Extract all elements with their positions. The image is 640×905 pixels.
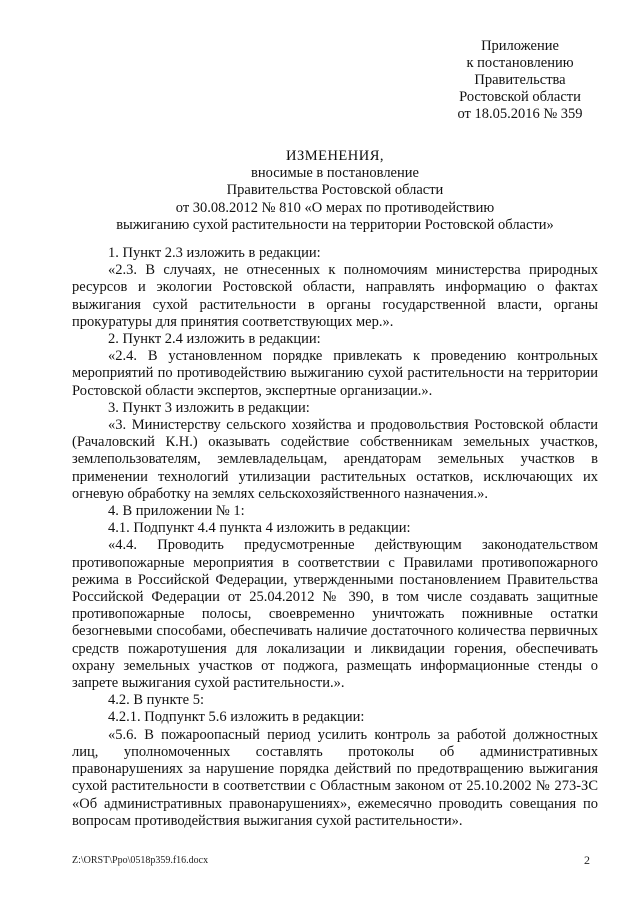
appendix-line: Приложение (481, 38, 559, 54)
appendix-line: Правительства (474, 72, 566, 88)
title-line: выжиганию сухой растительности на территории Ростовской области» (116, 216, 554, 233)
paragraph: «2.4. В установленном порядке привлекать к проведению контрольных мероприятий по противодействию выжиганию сухой растительности на территории Ростовской области экспертов, экспертные организации.». (72, 348, 598, 399)
page-number: 2 (584, 853, 590, 867)
title-line: Правительства Ростовской области (226, 182, 444, 199)
paragraph: «4.4. Проводить предусмотренные действующим законодательством противопожарные мероприятия в соответствии с Правилами противопожарного режима в Российской Федерации, утвержденными постановлением Правительства Российской Федерации от 25.04.2012 № 390, в том числе создавать защитные противопожарные полосы, своевременно уничтожать пожнивные остатки безогневыми способами, обеспечивать наличие достаточного количества первичных средств пожаротушения для локализации и ликвидации горения, обеспечивать охрану земельных участков от поджога, размещать информационные стенды о запрете выжигания сухой растительности.». (72, 537, 598, 692)
appendix-line: Ростовской области (459, 89, 581, 105)
paragraph: 4. В приложении № 1: (108, 503, 245, 520)
title-line: от 30.08.2012 № 810 «О мерах по противодействию (175, 199, 495, 216)
paragraph: 4.2.1. Подпункт 5.6 изложить в редакции: (108, 709, 365, 726)
paragraph: 1. Пункт 2.3 изложить в редакции: (108, 245, 321, 261)
paragraph: 4.1. Подпункт 4.4 пункта 4 изложить в редакции: (108, 520, 411, 537)
footer-file-path: Z:\ORST\Ppo\0518p359.f16.docx (72, 855, 209, 866)
paragraph: «5.6. В пожароопасный период усилить контроль за работой должностных лиц, уполномоченных составлять протоколы об административных правонарушениях за нарушение порядка действий по предотвращению выжигания сухой растительности в соответствии с Областным законом от 25.10.2002 № 273-ЗС «Об административных правонарушениях», ежемесячно проводить совещания по вопросам противодействия выжигания сухой растительности». (72, 726, 598, 829)
appendix-line: от 18.05.2016 № 359 (457, 106, 583, 122)
appendix-line: к постановлению (466, 55, 574, 71)
paragraph: «2.3. В случаях, не отнесенных к полномочиям министерства природных ресурсов и экологии Ростовской области, направлять информацию о фактах выжигания сухой растительности в органы государственной власти, органы прокуратуры для принятия соответствующих мер.». (72, 262, 598, 330)
document-title (70, 148, 600, 234)
paragraph: 4.2. В пункте 5: (108, 692, 204, 709)
paragraph: 2. Пункт 2.4 изложить в редакции: (108, 331, 321, 348)
paragraph: «3. Министерству сельского хозяйства и продовольствия Ростовской области (Рачаловский К.Н.) оказывать содействие собственникам земельных участков, землепользователям, землевладельцам, арендаторам земельных участков в применении технологий утилизации растительных остатков, исключающих их огневую обработку на землях сельскохозяйственного назначения.». (72, 417, 598, 502)
paragraph: 3. Пункт 3 изложить в редакции: (108, 399, 310, 416)
document-body (72, 245, 598, 830)
appendix-block (420, 38, 620, 123)
title-heading: ИЗМЕНЕНИЯ, (285, 148, 385, 164)
title-line: вносимые в постановление (251, 165, 419, 182)
